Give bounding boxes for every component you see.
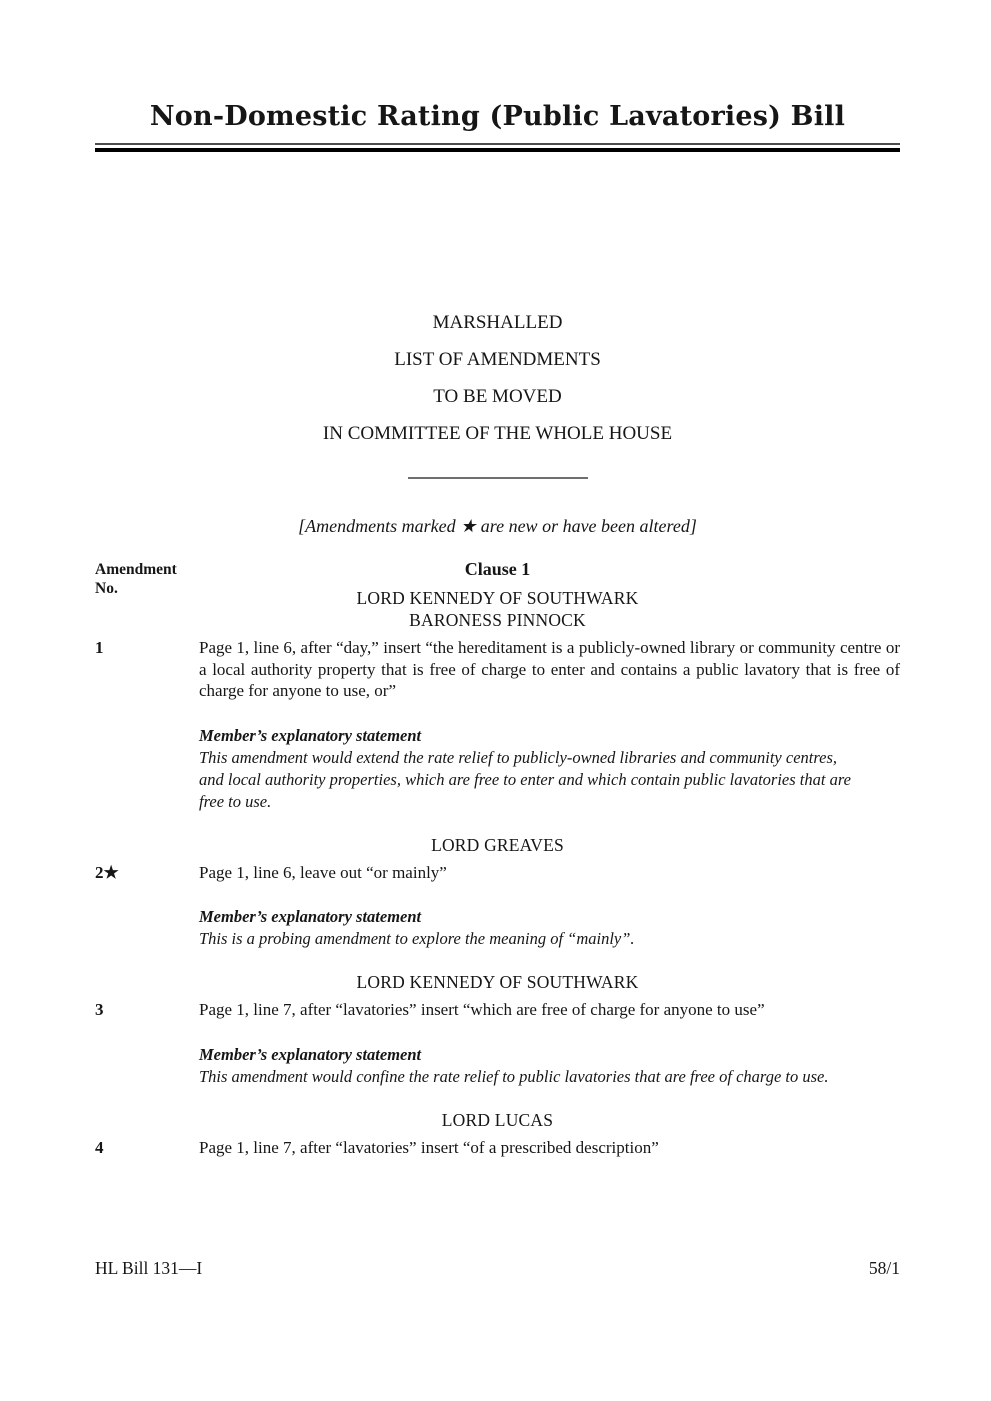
explanatory-statement-title: Member’s explanatory statement: [199, 1044, 422, 1064]
explanatory-statement-title: Member’s explanatory statement: [199, 907, 422, 926]
amendment-number: 3: [95, 1000, 104, 1019]
amendment-section: [95, 587, 900, 813]
explanatory-statement-text: This is a probing amendment to explore the meaning of “mainly”.: [199, 929, 635, 948]
explanatory-statement-text: This amendment would confine the rate relief to public lavatories that are free of charge to use.: [199, 1066, 829, 1086]
bill-title: Non-Domestic Rating (Public Lavatories) Bill: [149, 101, 846, 132]
separator-rule: [408, 477, 588, 479]
amendment-entry: [95, 1137, 900, 1159]
amendment-number: 1: [95, 638, 104, 657]
amendment-entry: [95, 999, 900, 1088]
amendment-no-label-line1: Amendment: [95, 561, 177, 578]
amendment-body: [199, 999, 900, 1088]
amendment-entry: [95, 637, 900, 813]
amendment-text: Page 1, line 7, after “lavatories” insert “of a prescribed description”: [199, 1137, 659, 1157]
amendment-text: Page 1, line 6, leave out “or mainly”: [199, 862, 447, 882]
heading-list-of-amendments: LIST OF AMENDMENTS: [394, 349, 601, 370]
footer-page-reference: 58/1: [868, 1258, 900, 1278]
sponsor-name: LORD KENNEDY OF SOUTHWARK: [356, 588, 639, 608]
amendment-body: [199, 1137, 900, 1159]
sponsor-name: LORD LUCAS: [441, 1109, 554, 1130]
amendment-section: [95, 1109, 900, 1159]
sponsor-name: BARONESS PINNOCK: [409, 610, 586, 630]
clause-heading: Clause 1: [464, 559, 531, 579]
clause-header-row: [95, 558, 900, 597]
heading-to-be-moved: TO BE MOVED: [433, 386, 562, 407]
explanatory-statement-text: This amendment would extend the rate relief to publicly-owned libraries and community centres, and local authority properties, which are free to enter and which contain public lavatories that are free to use.: [199, 747, 851, 811]
sponsor-list: [95, 587, 900, 631]
amendment-body: [199, 637, 900, 813]
amendment-number: 4: [95, 1137, 104, 1157]
explanatory-statement-title: Member’s explanatory statement: [199, 725, 422, 745]
amendment-entry: [95, 862, 900, 951]
amendment-no-label-line2: No.: [95, 580, 118, 597]
sponsor-list: [95, 834, 900, 856]
sponsor-name: LORD KENNEDY OF SOUTHWARK: [356, 972, 639, 992]
amendment-no-column-label: [95, 560, 177, 598]
amendment-text: Page 1, line 6, after “day,” insert “the hereditament is a publicly-owned library or community centre or a local authority property that is free of charge to enter and contains a public lavatory that is free of charge for anyone to use, or”: [199, 638, 900, 700]
amendment-section: [95, 971, 900, 1088]
sponsor-name: LORD GREAVES: [431, 834, 564, 855]
heading-marshalled: MARSHALLED: [432, 312, 563, 333]
document-headings: [95, 304, 900, 452]
amendment-text: Page 1, line 7, after “lavatories” insert “which are free of charge for anyone to use”: [199, 1000, 765, 1019]
title-double-rule: [95, 143, 900, 152]
sponsor-list: [95, 971, 900, 993]
heading-in-committee: IN COMMITTEE OF THE WHOLE HOUSE: [322, 423, 673, 444]
amendment-body: [199, 862, 900, 951]
amendments-marked-note: [Amendments marked ★ are new or have been altered]: [298, 516, 697, 536]
page-footer: [95, 1258, 900, 1279]
amendment-section: [95, 834, 900, 951]
sponsor-list: [95, 1109, 900, 1131]
footer-bill-reference: HL Bill 131—I: [95, 1258, 203, 1278]
amendment-number: 2★: [95, 862, 119, 882]
